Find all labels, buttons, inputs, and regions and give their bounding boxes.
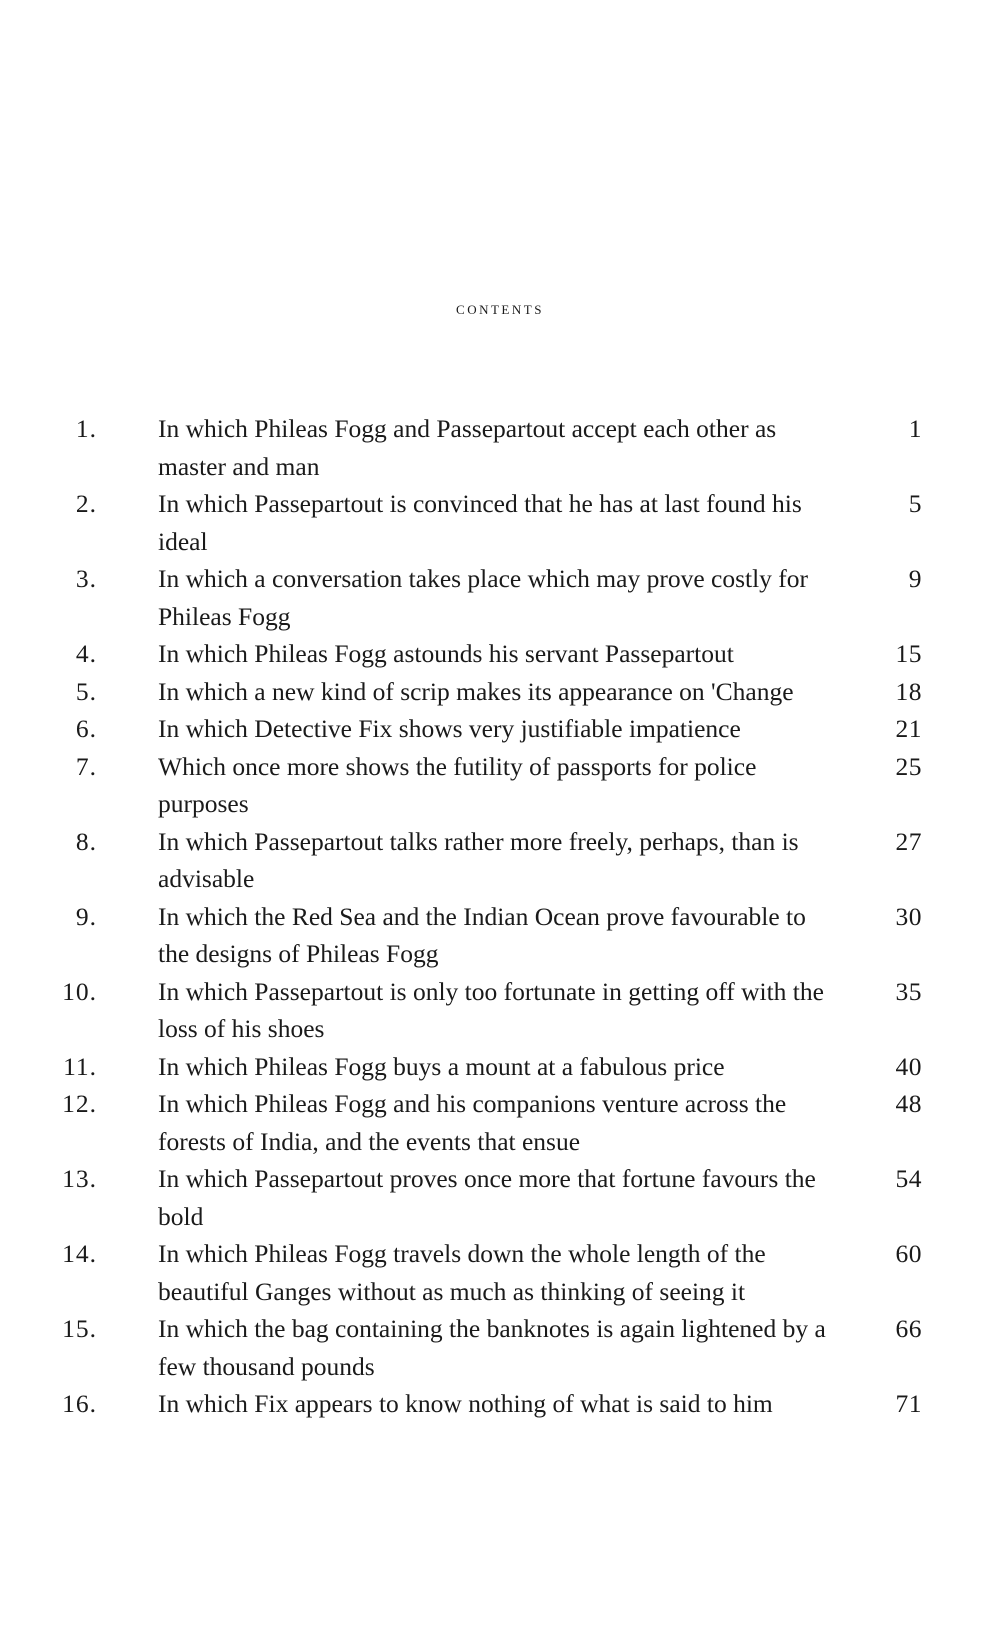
- toc-entry: [0, 1310, 1000, 1385]
- chapter-number: 7.: [75, 751, 97, 781]
- chapter-number: 13.: [62, 1164, 97, 1193]
- page-number: 1: [908, 414, 922, 443]
- toc-entry: [0, 1385, 1000, 1423]
- toc-entry: [0, 485, 1000, 560]
- chapter-title: In which Passepartout is only too fortunate in getting off with the loss of his shoes: [158, 976, 824, 1043]
- toc-entry: [0, 1160, 1000, 1235]
- chapter-number: 6.: [75, 714, 97, 743]
- chapter-number: 4.: [75, 639, 97, 668]
- chapter-number: 12.: [62, 1089, 97, 1118]
- chapter-number: 10.: [62, 976, 97, 1006]
- page-number: 30: [895, 901, 922, 931]
- page-number: 21: [895, 714, 922, 743]
- table-of-contents: [0, 410, 1000, 1423]
- page-number: 40: [895, 1051, 922, 1081]
- chapter-title: In which Phileas Fogg astounds his servant Passepartout: [158, 639, 734, 668]
- chapter-title: In which Phileas Fogg and his companions venture across the forests of India, and the events that ensue: [158, 1089, 787, 1156]
- chapter-number: 5.: [75, 676, 97, 706]
- page-number: 25: [895, 751, 922, 781]
- chapter-number: 2.: [75, 489, 97, 518]
- toc-entry: [0, 673, 1000, 711]
- chapter-number: 9.: [75, 901, 97, 931]
- chapter-number: 1.: [75, 414, 97, 443]
- toc-entry: [0, 560, 1000, 635]
- page-number: 18: [895, 676, 922, 706]
- chapter-title: In which Passepartout is convinced that he has at last found his ideal: [158, 489, 802, 556]
- chapter-number: 3.: [75, 564, 97, 593]
- toc-entry: [0, 973, 1000, 1048]
- chapter-title: Which once more shows the futility of passports for police purposes: [158, 751, 757, 818]
- chapter-title: In which Phileas Fogg travels down the whole length of the beautiful Ganges without as much as thinking of seeing it: [158, 1239, 766, 1306]
- page-number: 15: [895, 639, 922, 668]
- toc-entry: [0, 1235, 1000, 1310]
- page-number: 66: [895, 1314, 922, 1343]
- chapter-title: In which a new kind of scrip makes its appearance on 'Change: [158, 676, 794, 706]
- chapter-title: In which Phileas Fogg and Passepartout accept each other as master and man: [158, 414, 777, 481]
- toc-entry: [0, 823, 1000, 898]
- toc-entry: [0, 748, 1000, 823]
- page-number: 60: [895, 1239, 922, 1268]
- chapter-number: 14.: [62, 1239, 97, 1268]
- page-number: 9: [908, 564, 922, 593]
- chapter-title: In which Detective Fix shows very justifiable impatience: [158, 714, 741, 743]
- chapter-number: 15.: [62, 1314, 97, 1343]
- chapter-number: 16.: [62, 1389, 97, 1418]
- toc-entry: [0, 1048, 1000, 1086]
- chapter-title: In which Phileas Fogg buys a mount at a fabulous price: [158, 1051, 725, 1081]
- page-number: 27: [895, 826, 922, 856]
- chapter-title: In which Passepartout proves once more that fortune favours the bold: [158, 1164, 816, 1231]
- toc-entry: [0, 710, 1000, 748]
- page-number: 35: [895, 976, 922, 1006]
- contents-heading: contents: [456, 298, 544, 319]
- toc-entry: [0, 1085, 1000, 1160]
- page-number: 5: [908, 489, 922, 518]
- chapter-title: In which Passepartout talks rather more freely, perhaps, than is advisable: [158, 826, 799, 893]
- chapter-title: In which a conversation takes place which may prove costly for Phileas Fogg: [158, 564, 809, 631]
- chapter-title: In which Fix appears to know nothing of what is said to him: [158, 1389, 773, 1418]
- chapter-title: In which the Red Sea and the Indian Ocean prove favourable to the designs of Phileas Fogg: [158, 901, 806, 968]
- toc-entry: [0, 635, 1000, 673]
- page-number: 71: [895, 1389, 922, 1418]
- toc-entry: [0, 898, 1000, 973]
- chapter-number: 11.: [63, 1051, 97, 1081]
- page-number: 54: [895, 1164, 922, 1193]
- page-number: 48: [895, 1089, 922, 1118]
- chapter-title: In which the bag containing the banknotes is again lightened by a few thousand pounds: [158, 1314, 826, 1381]
- toc-entry: [0, 410, 1000, 485]
- chapter-number: 8.: [75, 826, 97, 856]
